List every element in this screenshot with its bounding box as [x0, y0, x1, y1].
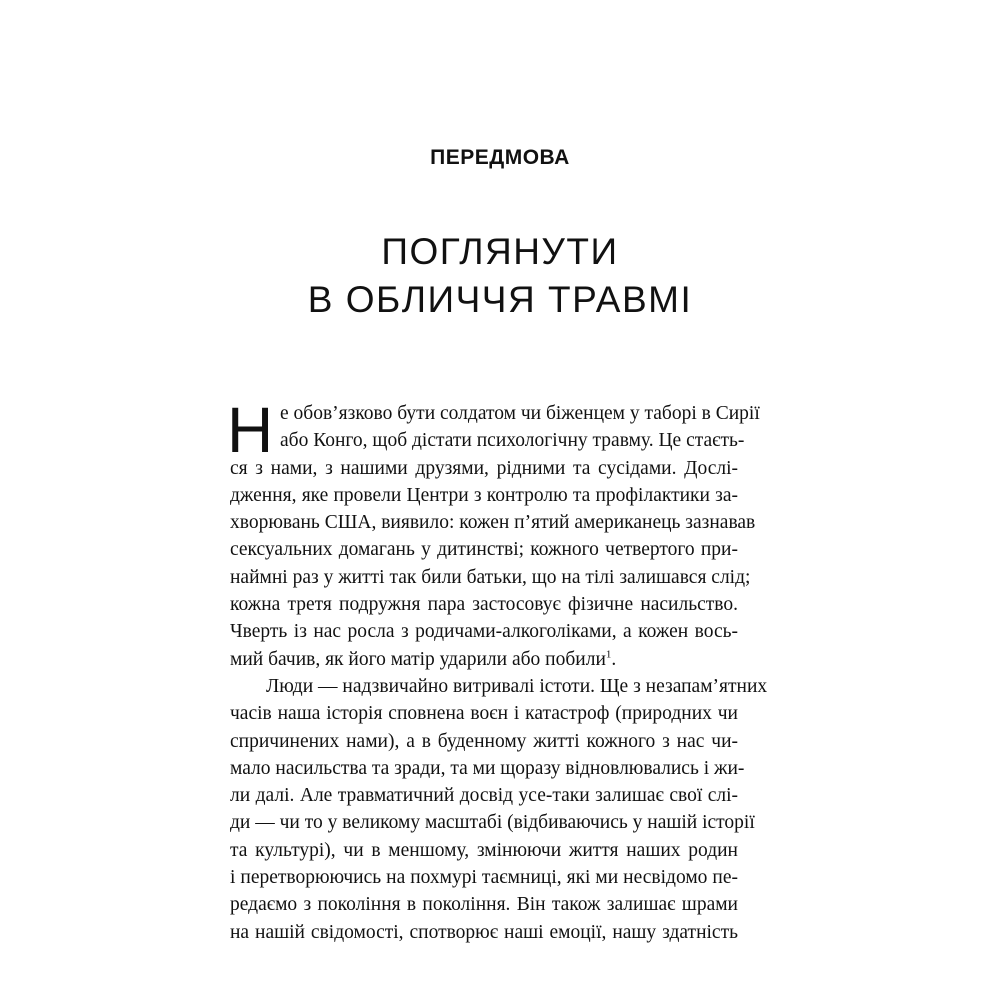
text-line: сексуальних домагань у дитинстві; кожного четвертого при-: [230, 539, 738, 561]
text-line: та культурі), чи в меншому, змінюючи життя наших родин: [230, 839, 738, 861]
text-line: ли далі. Але травматичний досвід усе-таки залишає свої слі-: [230, 785, 738, 807]
text-line: ди — чи то у великому масштабі (відбиваючись у нашій історії: [230, 812, 755, 834]
text-line: і перетворюючись на похмурі таємниці, які ми несвідомо пе-: [230, 867, 738, 889]
text-line-content: мий бачив, як його матір ударили або побили: [230, 648, 606, 670]
text-line: ся з нами, з нашими друзями, рідними та сусідами. Дослі-: [230, 457, 738, 479]
text-line: або Конго, щоб дістати психологічну травму. Це стаєть-: [280, 430, 745, 452]
text-line: кожна третя подружня пара застосовує фізичне насильство.: [230, 594, 738, 616]
text-line: е обов’язково бути солдатом чи біженцем у таборі в Сирії: [280, 403, 760, 424]
text-line: часів наша історія сповнена воєн і катастроф (природних чи: [230, 703, 738, 725]
text-line: спричинених нами), а в буденному житті кожного з нас чи-: [230, 730, 738, 752]
paragraph-1: [227, 394, 760, 673]
text-line: наймні раз у житті так били батьки, що на тілі залишався слід;: [230, 566, 751, 588]
paragraph-2: [230, 673, 768, 946]
drop-cap: Н: [227, 394, 274, 466]
chapter-title: [0, 228, 1000, 324]
text-line: редаємо з покоління в покоління. Він також залишає шрами: [230, 894, 738, 916]
text-line: на нашій свідомості, спотворює наші емоції, нашу здатність: [230, 921, 738, 943]
text-line: мало насильства та зради, та ми щоразу відновлювались і жи-: [230, 757, 745, 779]
text-line: дження, яке провели Центри з контролю та профілактики за-: [230, 484, 738, 506]
chapter-title-line-1: ПОГЛЯНУТИ: [381, 231, 619, 272]
text-line: хворювань США, виявило: кожен п’ятий американець зазнавав: [230, 512, 756, 534]
text-line: [230, 646, 738, 673]
text-line: Чверть із нас росла з родичами-алкоголіками, а кожен вось-: [230, 621, 738, 643]
text-line: Люди — надзвичайно витривалі істоти. Ще з незапам’ятних: [266, 675, 768, 697]
footnote-marker[interactable]: 1: [605, 648, 612, 661]
end-punctuation: .: [611, 648, 617, 670]
chapter-title-line-2: В ОБЛИЧЧЯ ТРАВМІ: [307, 279, 693, 320]
section-label: ПЕРЕДМОВА: [430, 146, 570, 169]
body-text: [227, 394, 768, 946]
